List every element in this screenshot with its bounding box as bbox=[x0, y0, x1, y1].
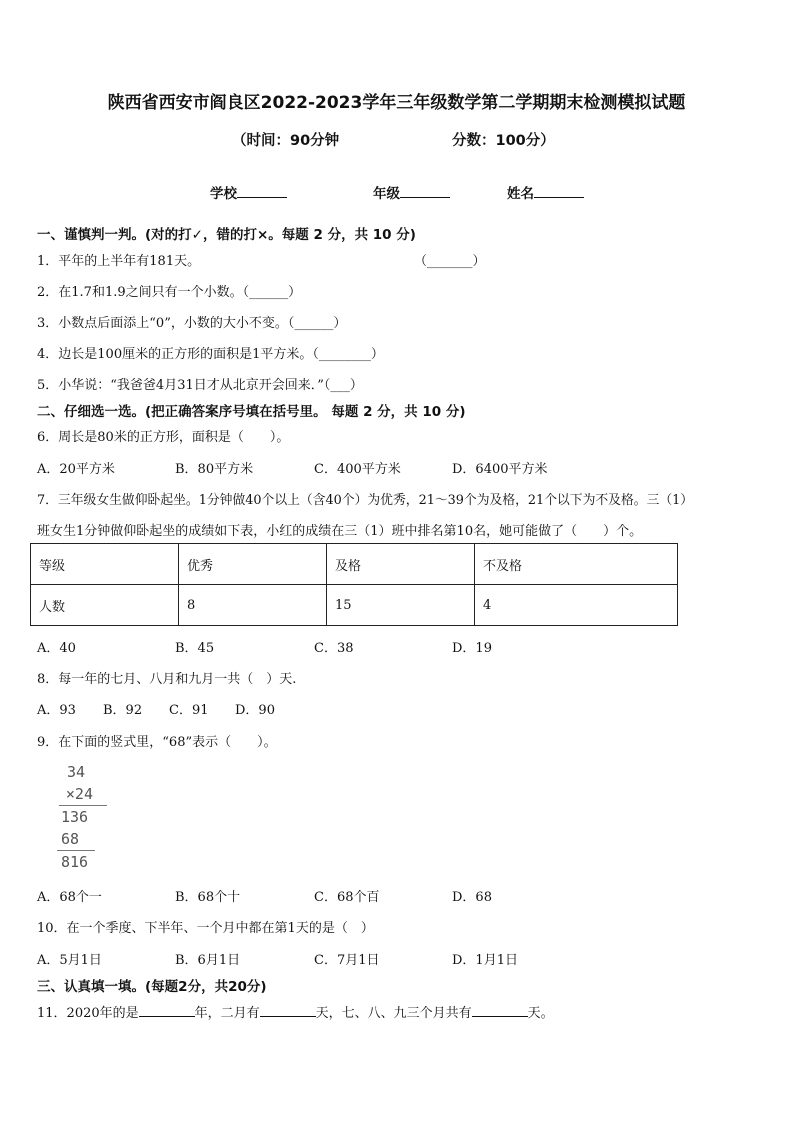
page-title: 陕西省西安市阎良区2022-2023学年三年级数学第二学期期末检测模拟试题 bbox=[107, 93, 686, 113]
q6-option-d: D．6400平方米 bbox=[452, 462, 548, 477]
table-header-cell: 等级 bbox=[31, 544, 179, 585]
question-2: 2．在1.7和1.9之间只有一个小数。（______） bbox=[37, 285, 302, 300]
score-table bbox=[30, 543, 678, 626]
school-blank bbox=[237, 184, 287, 198]
q7-option-a: A．40 bbox=[37, 641, 76, 656]
table-cell: 15 bbox=[327, 585, 475, 626]
question-8: 8．每一年的七月、八月和九月一共（ ）天. bbox=[37, 672, 297, 687]
answer-blank bbox=[260, 1003, 316, 1017]
q10-option-d: D．1月1日 bbox=[452, 953, 518, 968]
q6-option-a: A．20平方米 bbox=[37, 462, 115, 477]
vertical-line: ×24 bbox=[59, 783, 107, 806]
table-row bbox=[31, 585, 678, 626]
vertical-line: 136 bbox=[61, 808, 89, 826]
q7-option-b: B．45 bbox=[175, 641, 215, 656]
q8-option-b: B．92 bbox=[103, 703, 143, 718]
answer-blank bbox=[139, 1003, 195, 1017]
question-6: 6．周长是80米的正方形，面积是（ ）。 bbox=[37, 430, 290, 445]
table-row bbox=[31, 544, 678, 585]
vertical-line: 34 bbox=[66, 763, 85, 781]
grade-blank bbox=[400, 184, 450, 198]
q11-part-3: 天，七、八、九三个月共有 bbox=[315, 1006, 472, 1021]
time-label: （时间：90分钟 bbox=[232, 133, 340, 149]
q9-option-d: D．68 bbox=[452, 890, 492, 905]
section-1-heading: 一、谨慎判一判。(对的打✓，错的打×。每题 2 分，共 10 分) bbox=[37, 227, 416, 243]
q11-part-1: 11．2020年的是 bbox=[37, 1006, 139, 1021]
q9-option-a: A．68个一 bbox=[37, 890, 102, 905]
q8-option-a: A．93 bbox=[37, 703, 76, 718]
question-4: 4．边长是100厘米的正方形的面积是1平方米。（________） bbox=[37, 347, 384, 362]
q6-option-c: C．400平方米 bbox=[314, 462, 401, 477]
school-field bbox=[210, 182, 287, 202]
table-cell: 4 bbox=[475, 585, 678, 626]
question-1-paren: （_______） bbox=[414, 254, 486, 269]
answer-blank bbox=[472, 1003, 528, 1017]
question-5: 5．小华说：“我爸爸4月31日才从北京开会回来．”（___） bbox=[37, 378, 363, 393]
grade-label: 年级 bbox=[373, 186, 400, 202]
vertical-line: 68 bbox=[57, 828, 95, 851]
q10-option-c: C．7月1日 bbox=[314, 953, 380, 968]
question-7-line-1: 7．三年级女生做仰卧起坐。1分钟做40个以上（含40个）为优秀，21～39个为及格，21个以下为不及格。三（1） bbox=[37, 493, 694, 508]
table-cell: 8 bbox=[179, 585, 327, 626]
question-11 bbox=[37, 1002, 554, 1021]
q11-part-4: 天。 bbox=[527, 1006, 554, 1021]
question-3: 3．小数点后面添上“0”，小数的大小不变。（______） bbox=[37, 316, 347, 331]
q9-option-b: B．68个十 bbox=[175, 890, 241, 905]
question-1: 1．平年的上半年有181天。 bbox=[37, 254, 201, 269]
question-10: 10．在一个季度、下半年、一个月中都在第1天的是（ ） bbox=[37, 921, 374, 936]
table-header-cell: 不及格 bbox=[475, 544, 678, 585]
score-label: 分数：100分） bbox=[452, 133, 555, 149]
section-3-heading: 三、认真填一填。(每题2分，共20分) bbox=[37, 979, 267, 995]
vertical-multiplication bbox=[57, 761, 107, 873]
vertical-line: 816 bbox=[61, 853, 89, 871]
q7-option-d: D．19 bbox=[452, 641, 492, 656]
school-label: 学校 bbox=[210, 186, 237, 202]
q7-option-c: C．38 bbox=[314, 641, 354, 656]
q10-option-a: A．5月1日 bbox=[37, 953, 102, 968]
name-blank bbox=[534, 184, 584, 198]
q8-option-c: C．91 bbox=[169, 703, 209, 718]
q6-option-b: B．80平方米 bbox=[175, 462, 254, 477]
q9-option-c: C．68个百 bbox=[314, 890, 380, 905]
name-label: 姓名 bbox=[507, 186, 534, 202]
table-header-cell: 优秀 bbox=[179, 544, 327, 585]
q10-option-b: B．6月1日 bbox=[175, 953, 241, 968]
grade-field bbox=[373, 182, 450, 202]
q11-part-2: 年，二月有 bbox=[194, 1006, 260, 1021]
name-field bbox=[507, 182, 584, 202]
q8-option-d: D．90 bbox=[235, 703, 275, 718]
table-header-cell: 及格 bbox=[327, 544, 475, 585]
question-9: 9．在下面的竖式里，“68”表示（ ）。 bbox=[37, 735, 277, 750]
table-cell: 人数 bbox=[31, 585, 179, 626]
section-2-heading: 二、仔细选一选。(把正确答案序号填在括号里。 每题 2 分，共 10 分) bbox=[37, 404, 466, 420]
question-7-line-2: 班女生1分钟做仰卧起坐的成绩如下表，小红的成绩在三（1）班中排名第10名，她可能做了（ ）个。 bbox=[37, 524, 643, 539]
